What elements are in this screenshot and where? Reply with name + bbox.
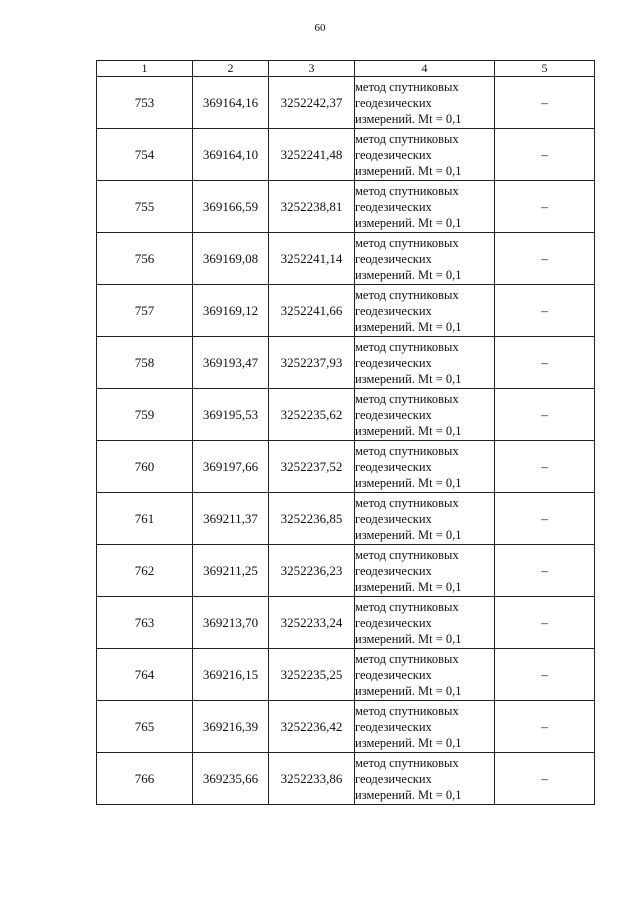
y-coordinate-cell: 3252242,37 bbox=[269, 77, 355, 129]
method-line: метод спутниковых bbox=[355, 599, 459, 614]
note-cell: – bbox=[495, 233, 595, 285]
method-line: геодезических bbox=[355, 511, 432, 526]
table-row bbox=[97, 233, 595, 285]
method-line: метод спутниковых bbox=[355, 391, 459, 406]
method-line: измерений. Mt = 0,1 bbox=[355, 319, 462, 334]
point-number-cell: 758 bbox=[97, 337, 193, 389]
table-row bbox=[97, 545, 595, 597]
method-line: измерений. Mt = 0,1 bbox=[355, 787, 462, 802]
method-line: измерений. Mt = 0,1 bbox=[355, 163, 462, 178]
method-line: геодезических bbox=[355, 355, 432, 370]
method-line: метод спутниковых bbox=[355, 79, 459, 94]
coordinates-table bbox=[96, 60, 595, 805]
x-coordinate-cell: 369235,66 bbox=[193, 753, 269, 805]
method-line: геодезических bbox=[355, 459, 432, 474]
y-coordinate-cell: 3252241,14 bbox=[269, 233, 355, 285]
x-coordinate-cell: 369216,15 bbox=[193, 649, 269, 701]
method-line: измерений. Mt = 0,1 bbox=[355, 579, 462, 594]
y-coordinate-cell: 3252238,81 bbox=[269, 181, 355, 233]
method-line: геодезических bbox=[355, 95, 432, 110]
page-number: 60 bbox=[314, 22, 326, 34]
y-coordinate-cell: 3252235,62 bbox=[269, 389, 355, 441]
table-row bbox=[97, 753, 595, 805]
method-cell bbox=[355, 285, 495, 337]
method-line: метод спутниковых bbox=[355, 235, 459, 250]
header-col-1: 1 bbox=[97, 61, 193, 77]
point-number-cell: 766 bbox=[97, 753, 193, 805]
method-line: измерений. Mt = 0,1 bbox=[355, 735, 462, 750]
method-line: геодезических bbox=[355, 251, 432, 266]
x-coordinate-cell: 369197,66 bbox=[193, 441, 269, 493]
point-number-cell: 753 bbox=[97, 77, 193, 129]
note-cell: – bbox=[495, 493, 595, 545]
point-number-cell: 765 bbox=[97, 701, 193, 753]
method-line: метод спутниковых bbox=[355, 651, 459, 666]
method-cell bbox=[355, 233, 495, 285]
header-col-2: 2 bbox=[193, 61, 269, 77]
table-row bbox=[97, 181, 595, 233]
point-number-cell: 762 bbox=[97, 545, 193, 597]
y-coordinate-cell: 3252236,42 bbox=[269, 701, 355, 753]
method-line: геодезических bbox=[355, 563, 432, 578]
x-coordinate-cell: 369211,37 bbox=[193, 493, 269, 545]
method-line: метод спутниковых bbox=[355, 547, 459, 562]
table-body bbox=[97, 77, 595, 805]
point-number-cell: 760 bbox=[97, 441, 193, 493]
table-row bbox=[97, 129, 595, 181]
y-coordinate-cell: 3252233,24 bbox=[269, 597, 355, 649]
method-line: метод спутниковых bbox=[355, 495, 459, 510]
y-coordinate-cell: 3252236,85 bbox=[269, 493, 355, 545]
x-coordinate-cell: 369213,70 bbox=[193, 597, 269, 649]
point-number-cell: 763 bbox=[97, 597, 193, 649]
method-line: геодезических bbox=[355, 771, 432, 786]
method-line: измерений. Mt = 0,1 bbox=[355, 267, 462, 282]
method-line: метод спутниковых bbox=[355, 443, 459, 458]
note-cell: – bbox=[495, 285, 595, 337]
method-line: измерений. Mt = 0,1 bbox=[355, 475, 462, 490]
method-cell bbox=[355, 493, 495, 545]
method-cell bbox=[355, 597, 495, 649]
table-row bbox=[97, 649, 595, 701]
method-cell bbox=[355, 545, 495, 597]
note-cell: – bbox=[495, 337, 595, 389]
point-number-cell: 754 bbox=[97, 129, 193, 181]
note-cell: – bbox=[495, 181, 595, 233]
method-line: геодезических bbox=[355, 615, 432, 630]
x-coordinate-cell: 369195,53 bbox=[193, 389, 269, 441]
x-coordinate-cell: 369216,39 bbox=[193, 701, 269, 753]
point-number-cell: 761 bbox=[97, 493, 193, 545]
y-coordinate-cell: 3252237,52 bbox=[269, 441, 355, 493]
method-cell bbox=[355, 77, 495, 129]
method-line: измерений. Mt = 0,1 bbox=[355, 527, 462, 542]
y-coordinate-cell: 3252241,66 bbox=[269, 285, 355, 337]
table-row bbox=[97, 701, 595, 753]
method-line: геодезических bbox=[355, 199, 432, 214]
table-row bbox=[97, 441, 595, 493]
method-line: геодезических bbox=[355, 407, 432, 422]
table-row bbox=[97, 493, 595, 545]
method-line: измерений. Mt = 0,1 bbox=[355, 371, 462, 386]
note-cell: – bbox=[495, 441, 595, 493]
note-cell: – bbox=[495, 389, 595, 441]
x-coordinate-cell: 369164,16 bbox=[193, 77, 269, 129]
table-row bbox=[97, 597, 595, 649]
method-cell bbox=[355, 701, 495, 753]
method-cell bbox=[355, 389, 495, 441]
x-coordinate-cell: 369193,47 bbox=[193, 337, 269, 389]
point-number-cell: 759 bbox=[97, 389, 193, 441]
method-cell bbox=[355, 441, 495, 493]
method-line: метод спутниковых bbox=[355, 755, 459, 770]
header-col-4: 4 bbox=[355, 61, 495, 77]
method-cell bbox=[355, 649, 495, 701]
method-line: измерений. Mt = 0,1 bbox=[355, 215, 462, 230]
table-row bbox=[97, 285, 595, 337]
method-line: геодезических bbox=[355, 303, 432, 318]
y-coordinate-cell: 3252236,23 bbox=[269, 545, 355, 597]
table-row bbox=[97, 77, 595, 129]
point-number-cell: 757 bbox=[97, 285, 193, 337]
method-line: измерений. Mt = 0,1 bbox=[355, 111, 462, 126]
method-cell bbox=[355, 181, 495, 233]
method-line: геодезических bbox=[355, 147, 432, 162]
x-coordinate-cell: 369164,10 bbox=[193, 129, 269, 181]
table-row bbox=[97, 389, 595, 441]
method-line: геодезических bbox=[355, 667, 432, 682]
note-cell: – bbox=[495, 597, 595, 649]
note-cell: – bbox=[495, 753, 595, 805]
method-line: метод спутниковых bbox=[355, 339, 459, 354]
method-cell bbox=[355, 129, 495, 181]
y-coordinate-cell: 3252233,86 bbox=[269, 753, 355, 805]
method-line: метод спутниковых bbox=[355, 703, 459, 718]
method-line: измерений. Mt = 0,1 bbox=[355, 423, 462, 438]
method-line: измерений. Mt = 0,1 bbox=[355, 683, 462, 698]
x-coordinate-cell: 369169,08 bbox=[193, 233, 269, 285]
method-line: метод спутниковых bbox=[355, 287, 459, 302]
y-coordinate-cell: 3252241,48 bbox=[269, 129, 355, 181]
table-row bbox=[97, 337, 595, 389]
x-coordinate-cell: 369169,12 bbox=[193, 285, 269, 337]
note-cell: – bbox=[495, 77, 595, 129]
header-col-5: 5 bbox=[495, 61, 595, 77]
table-header-row bbox=[97, 61, 595, 77]
note-cell: – bbox=[495, 701, 595, 753]
y-coordinate-cell: 3252235,25 bbox=[269, 649, 355, 701]
point-number-cell: 756 bbox=[97, 233, 193, 285]
point-number-cell: 755 bbox=[97, 181, 193, 233]
method-cell bbox=[355, 753, 495, 805]
note-cell: – bbox=[495, 649, 595, 701]
header-col-3: 3 bbox=[269, 61, 355, 77]
method-cell bbox=[355, 337, 495, 389]
y-coordinate-cell: 3252237,93 bbox=[269, 337, 355, 389]
method-line: геодезических bbox=[355, 719, 432, 734]
note-cell: – bbox=[495, 545, 595, 597]
x-coordinate-cell: 369211,25 bbox=[193, 545, 269, 597]
method-line: метод спутниковых bbox=[355, 183, 459, 198]
x-coordinate-cell: 369166,59 bbox=[193, 181, 269, 233]
method-line: метод спутниковых bbox=[355, 131, 459, 146]
point-number-cell: 764 bbox=[97, 649, 193, 701]
method-line: измерений. Mt = 0,1 bbox=[355, 631, 462, 646]
note-cell: – bbox=[495, 129, 595, 181]
